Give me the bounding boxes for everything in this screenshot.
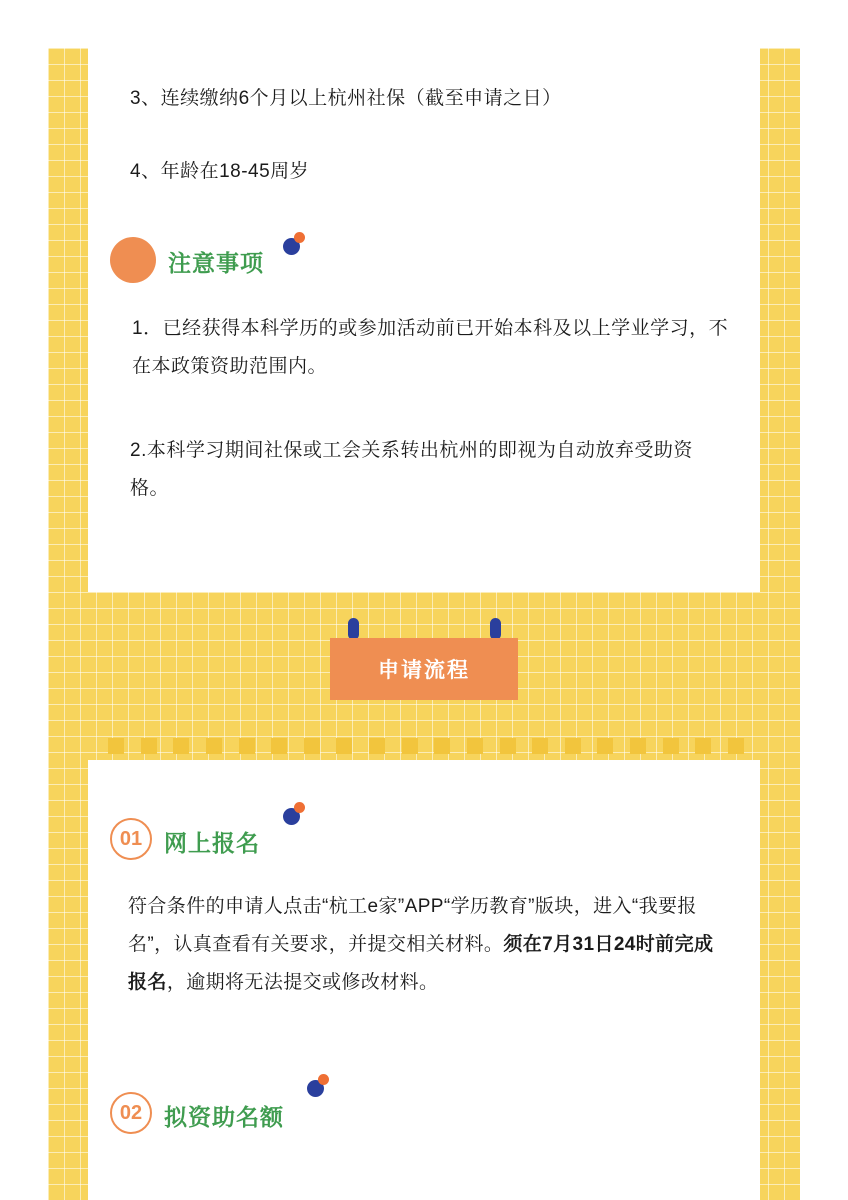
ribbon-pin-right-icon [490,618,501,640]
dash-square [597,738,613,754]
orange-dot-icon [318,1074,329,1085]
dash-square [108,738,124,754]
section-banner-label: 申请流程 [378,659,470,682]
dash-square [336,738,352,754]
orange-dot-icon [294,232,305,243]
dash-square [532,738,548,754]
dash-square [402,738,418,754]
section-banner [330,638,518,700]
dash-square [695,738,711,754]
dash-square [434,738,450,754]
dash-square [467,738,483,754]
dash-square [565,738,581,754]
dash-square [304,738,320,754]
step-1-text-bold: 须在7月31日24时前完成报名 [128,934,714,993]
dash-square [239,738,255,754]
notice-heading-label: 注意事项 [168,250,264,276]
notice-item-2: 2.本科学习期间社保或工会关系转出杭州的即视为自动放弃受助资格。 [130,440,693,499]
ribbon-pin-left-icon [348,618,359,640]
dash-square [630,738,646,754]
step-1-text-after: ，逾期将无法提交或修改材料。 [166,972,439,993]
condition-item-4: 4、年龄在18-45周岁 [130,161,310,182]
step-2-title: 拟资助名额 [164,1104,284,1130]
dash-square [369,738,385,754]
dash-square [206,738,222,754]
orange-dot-icon [294,802,305,813]
condition-item-3: 3、连续缴纳6个月以上杭州社保（截至申请之日） [130,88,562,109]
dash-square [271,738,287,754]
step-1-title: 网上报名 [164,830,260,856]
dashed-strip-decoration [108,738,744,754]
dash-square [663,738,679,754]
step-1-number: 01 [110,818,152,860]
dash-square [141,738,157,754]
dash-square [500,738,516,754]
dash-square [173,738,189,754]
step-1-text-before: 符合条件的申请人点击“杭工e家”APP“学历教育”版块，进入“我要报名”，认真查看有关要求，并提交相关材料。 [128,896,697,955]
step-2-number: 02 [110,1092,152,1134]
notice-item-1: 1．已经获得本科学历的或参加活动前已开始本科及以上学业学习，不在本政策资助范围内。 [132,318,729,377]
bullet-circle-icon [110,237,156,283]
dash-square [728,738,744,754]
step-1-body [128,888,732,1002]
